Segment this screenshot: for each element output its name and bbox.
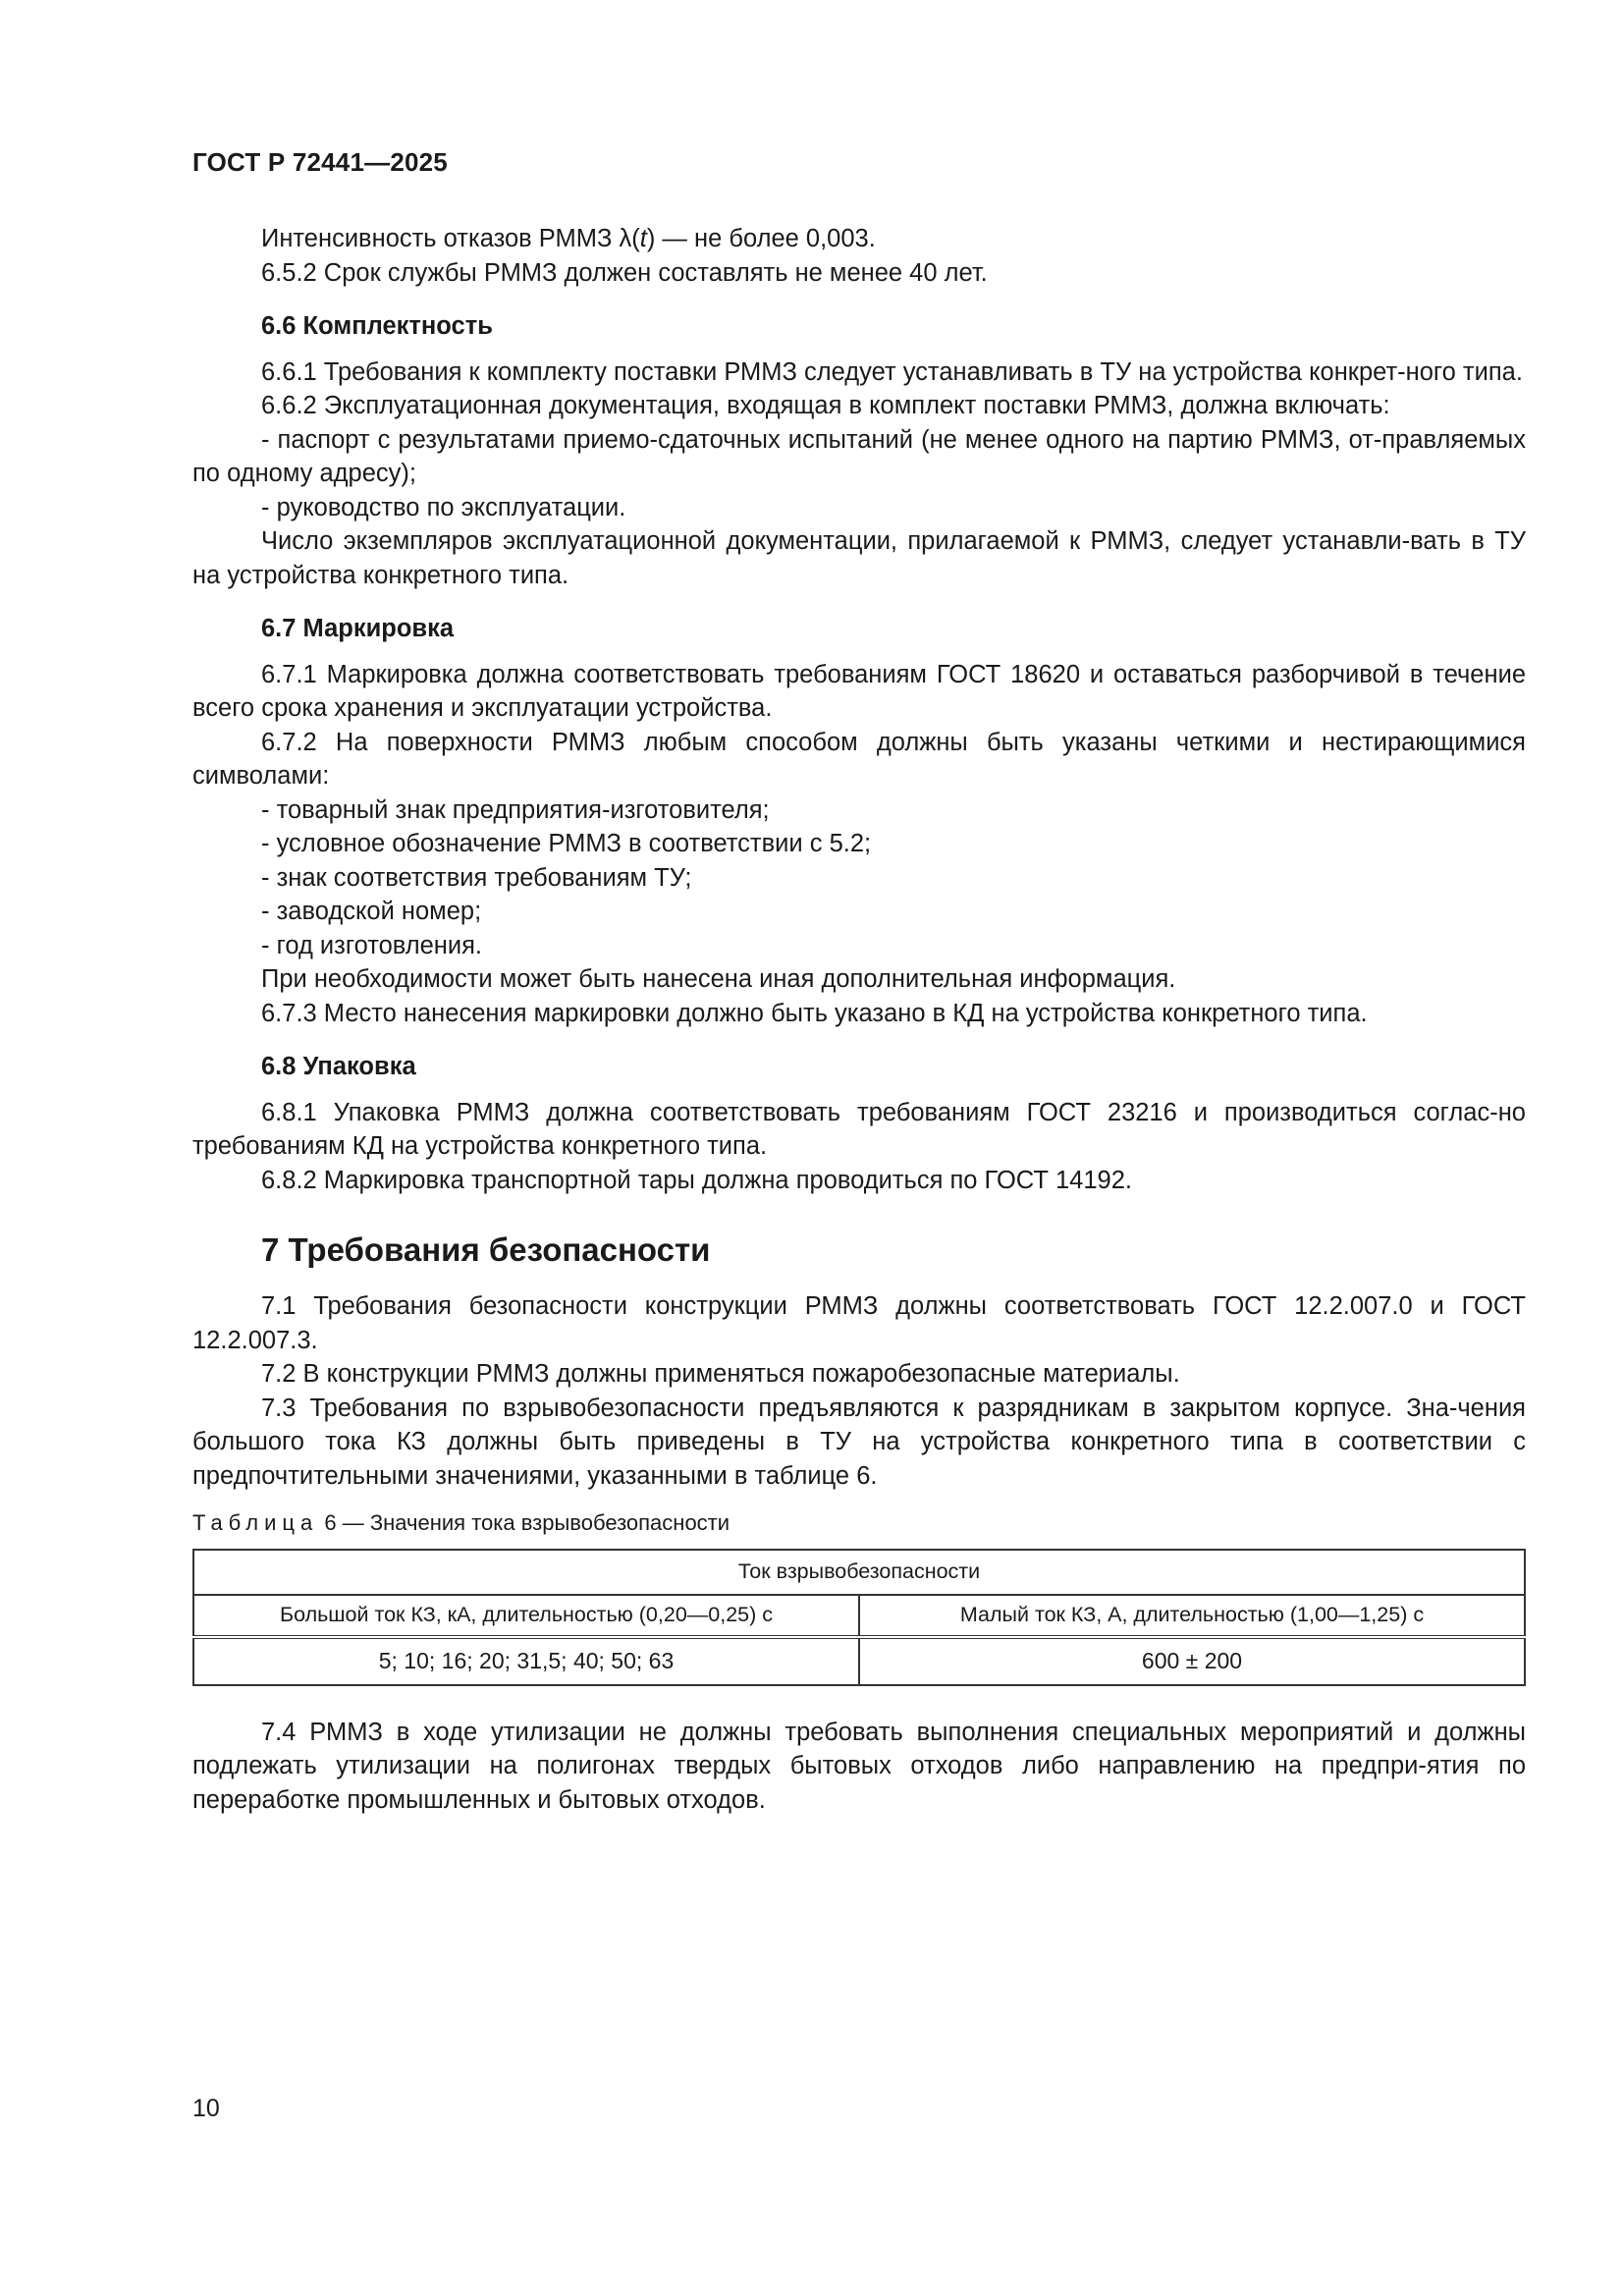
table-header-top: Ток взрывобезопасности: [193, 1550, 1525, 1595]
paragraph-6-8-1: 6.8.1 Упаковка РММЗ должна соответствовать требованиям ГОСТ 23216 и производиться соглас-но требованиям КД на устройства конкретного типа.: [192, 1098, 1526, 1160]
list-item: - знак соответствия требованиям ТУ;: [261, 863, 692, 892]
paragraph-6-7-1: 6.7.1 Маркировка должна соответствовать требованиям ГОСТ 18620 и оставаться разборчивой в течение всего срока хранения и эксплуатации устройства.: [192, 660, 1526, 722]
paragraph-7-2: 7.2 В конструкции РММЗ должны применяться пожаробезопасные материалы.: [261, 1360, 1180, 1388]
paragraph-6-8-2: 6.8.2 Маркировка транспортной тары должна проводиться по ГОСТ 14192.: [261, 1166, 1132, 1194]
paragraph-6-7-3: 6.7.3 Место нанесения маркировки должно быть указано в КД на устройства конкретного типа.: [261, 999, 1368, 1027]
list-item: - товарный знак предприятия-изготовителя;: [261, 795, 770, 824]
paragraph-7-1: 7.1 Требования безопасности конструкции РММЗ должны соответствовать ГОСТ 12.2.007.0 и ГОСТ 12.2.007.3.: [192, 1292, 1526, 1354]
section-heading-6-8: 6.8 Упаковка: [261, 1053, 416, 1080]
paragraph-6-7-2: 6.7.2 На поверхности РММЗ любым способом должны быть указаны четкими и нестирающимися символами:: [192, 728, 1526, 790]
list-item: - год изготовления.: [261, 931, 483, 959]
section-heading-7: 7 Требования безопасности: [261, 1231, 711, 1268]
table-col2-value: 600 ± 200: [859, 1637, 1525, 1685]
paragraph-6-5-2: 6.5.2 Срок службы РММЗ должен составлять не менее 40 лет.: [261, 258, 988, 287]
list-item: - руководство по эксплуатации.: [261, 493, 626, 521]
table-col1-header: Большой ток КЗ, кА, длительностью (0,20—0,25) с: [193, 1595, 859, 1637]
page-number: 10: [192, 2095, 220, 2122]
paragraph-6-6-1: 6.6.1 Требования к комплекту поставки РММЗ следует устанавливать в ТУ на устройства конкрет-ного типа.: [261, 357, 1523, 386]
list-item: - заводской номер;: [261, 898, 482, 925]
failure-rate-paragraph: Интенсивность отказов РММЗ λ(t) — не более 0,003.: [261, 225, 876, 252]
paragraph-doc-count: Число экземпляров эксплуатационной документации, прилагаемой к РММЗ, следует устанавли-вать в ТУ на устройства конкретного типа.: [192, 527, 1526, 589]
section-heading-6-7: 6.7 Маркировка: [261, 615, 455, 642]
document-body: [192, 222, 1526, 1817]
document-header: ГОСТ Р 72441—2025: [192, 147, 448, 177]
table-6: [192, 1549, 1526, 1686]
paragraph-additional-info: При необходимости может быть нанесена иная дополнительная информация.: [261, 965, 1176, 993]
paragraph-6-6-2: 6.6.2 Эксплуатационная документация, входящая в комплект поставки РММЗ, должна включать:: [261, 392, 1390, 419]
paragraph-7-4: 7.4 РММЗ в ходе утилизации не должны требовать выполнения специальных мероприятий и должны подлежать утилизации на полигонах твердых бытовых отходов либо направлению на предпри-ятия по переработке промышленных и бытовых отходов.: [192, 1718, 1526, 1814]
section-heading-6-6: 6.6 Комплектность: [261, 312, 493, 340]
paragraph-7-3: 7.3 Требования по взрывобезопасности предъявляются к разрядникам в закрытом корпусе. Зна-чения большого тока КЗ должны быть приведены в ТУ на устройства конкретного типа в соответствии с предпочтительными значениями, указанными в таблице 6.: [192, 1394, 1526, 1490]
table-col2-header: Малый ток КЗ, А, длительностью (1,00—1,25) с: [859, 1595, 1525, 1637]
table-col1-value: 5; 10; 16; 20; 31,5; 40; 50; 63: [193, 1637, 859, 1685]
list-item: - паспорт с результатами приемо-сдаточных испытаний (не менее одного на партию РММЗ, от-правляемых по одному адресу);: [192, 425, 1526, 487]
table-caption: Таблица 6 — Значения тока взрывобезопасности: [192, 1510, 730, 1535]
list-item: - условное обозначение РММЗ в соответствии с 5.2;: [261, 830, 872, 857]
